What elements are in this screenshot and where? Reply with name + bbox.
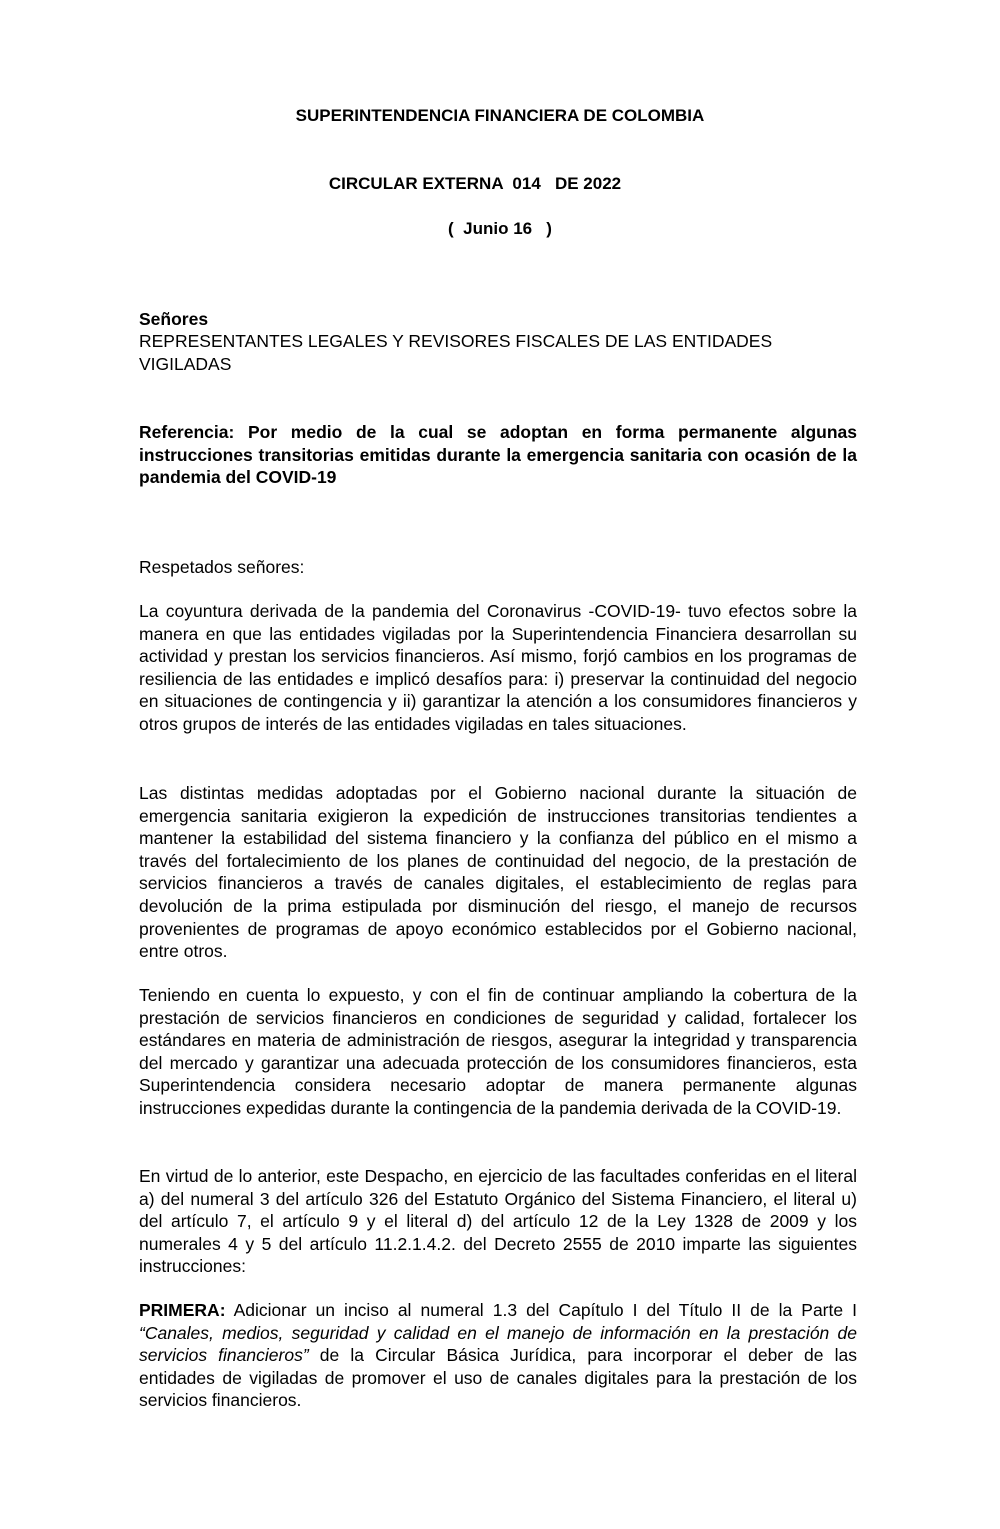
paragraph-rationale: Teniendo en cuenta lo expuesto, y con el fin de continuar ampliando la cobertura de la prestación de servicios financieros en condiciones de seguridad y calidad, fortalecer los estándares en materia de administración de riesgos, asegurar la integridad y transparencia del mercado y garantizar una adecuada protección de los consumidores financieros, esta Superintendencia considera necesario adoptar de manera permanente algunas instrucciones expedidas durante la contingencia de la pandemia derivada de la COVID-19. [139,985,857,1118]
circular-title: CIRCULAR EXTERNA 014 DE 2022 [328,174,622,193]
primera-text-start: Adicionar un inciso al numeral 1.3 del Capítulo I del Título II de la Parte I [225,1300,857,1320]
primera-quoted-title: “Canales, medios, seguridad y calidad en el manejo de información en la prestación de servicios financieros” [139,1322,857,1366]
paragraph-context: La coyuntura derivada de la pandemia del Coronavirus -COVID-19- tuvo efectos sobre la manera en que las entidades vigiladas por la Superintendencia Financiera desarrollan su actividad y prestan los servicios financieros. Así mismo, forjó cambios en los programas de resiliencia de las entidades e implicó desafíos para: i) preservar la continuidad del negocio en situaciones de contingencia y ii) garantizar la atención a los consumidores financieros y otros grupos de interés de las entidades vigiladas en tales situaciones. [139,601,857,734]
primera-text-end: de la Circular Básica Jurídica, para incorporar el deber de las entidades de vigiladas de promover el uso de canales digitales para la prestación de los servicios financieros. [139,1345,858,1411]
greeting: Respetados señores: [139,557,305,577]
circular-date: ( Junio 16 ) [448,219,552,238]
paragraph-measures: Las distintas medidas adoptadas por el Gobierno nacional durante la situación de emergencia sanitaria exigieron la expedición de instrucciones transitorias tendientes a mantener la estabilidad del sistema financiero y la confianza del público en el mismo a través del fortalecimiento de los planes de continuidad del negocio, de la prestación de servicios financieros a través de canales digitales, el establecimiento de reglas para devolución de la prima estipulada por disminución del riesgo, el manejo de recursos provenientes de programas de apoyo económico establecidos por el Gobierno nacional, entre otros. [139,783,857,962]
instruction-primera [139,1299,857,1412]
reference: Referencia: Por medio de la cual se adoptan en forma permanente algunas instrucciones transitorias emitidas durante la emergencia sanitaria con ocasión de la pandemia del COVID-19 [139,422,857,488]
primera-label: PRIMERA: [139,1300,226,1320]
recipients: REPRESENTANTES LEGALES Y REVISORES FISCALES DE LAS ENTIDADES VIGILADAS [139,331,773,374]
salutation-title: Señores [139,309,209,329]
paragraph-legal-basis: En virtud de lo anterior, este Despacho, en ejercicio de las facultades conferidas en el literal a) del numeral 3 del artículo 326 del Estatuto Orgánico del Sistema Financiero, el literal u) del artículo 7, el artículo 9 y el literal d) del artículo 12 de la Ley 1328 de 2009 y los numerales 4 y 5 del artículo 11.2.1.4.2. del Decreto 2555 de 2010 imparte las siguientes instrucciones: [139,1166,857,1277]
institution-heading: SUPERINTENDENCIA FINANCIERA DE COLOMBIA [295,106,705,125]
